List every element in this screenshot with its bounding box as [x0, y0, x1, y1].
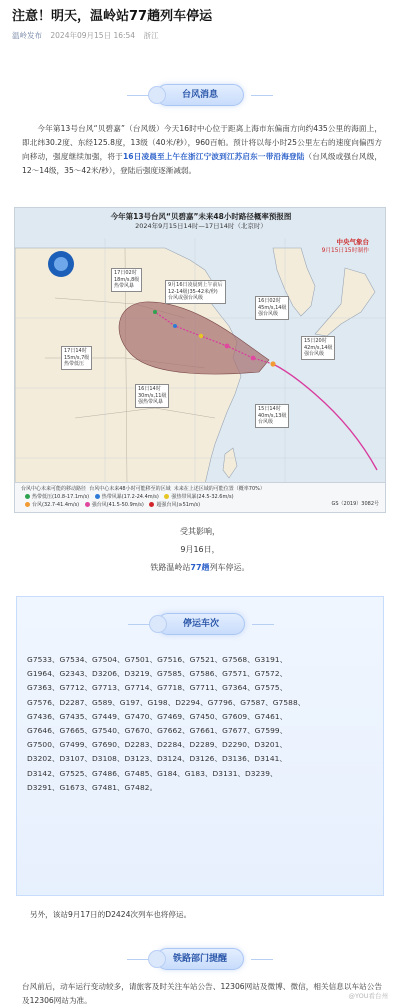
- label-17-02-time: 17日02时: [114, 270, 137, 276]
- label-15-14: [255, 404, 289, 428]
- map-gs-number: GS（2019）3082号: [331, 501, 379, 507]
- pill-ring-icon: [148, 950, 166, 968]
- pill-ring-icon: [148, 86, 166, 104]
- map-agency: [322, 238, 369, 256]
- label-16-14-speed: 30m/s,11级: [138, 392, 167, 399]
- map-legend: [15, 482, 386, 512]
- pill-line-left: [128, 624, 150, 625]
- label-landfall-time: 9月16日凌晨到上午前后: [168, 282, 223, 288]
- legend-td-dot-icon: [25, 494, 30, 499]
- pill-ring-icon: [149, 615, 167, 633]
- label-landfall-class: 台风或强台风级: [168, 295, 204, 301]
- legend-super: 超强台风(≥51m/s): [156, 502, 201, 508]
- label-16-02: [255, 296, 289, 320]
- notice-line-2: 9月16日，: [180, 545, 220, 554]
- watermark: @YOU看台州: [348, 992, 388, 1000]
- label-17-02: [111, 268, 142, 292]
- legend-ty: 台风(32.7-41.4m/s): [32, 502, 80, 508]
- label-16-02-speed: 45m/s,14级: [258, 304, 287, 311]
- rail-paragraph: 台风前后，动车运行变动较多，请旅客及时关注车站公告、12306网站及微博、微信，相关信息以车站公告及12306网站为准。: [22, 982, 382, 1005]
- legend-super-dot-icon: [149, 502, 154, 507]
- section-header-rail-label: 铁路部门提醒: [172, 954, 227, 964]
- legend-row-2: [21, 493, 381, 501]
- legend-sty: 强台风(41.5-50.9m/s): [91, 502, 144, 508]
- article-source[interactable]: 温岭发布: [12, 31, 42, 40]
- pill-line-left: [127, 959, 149, 960]
- label-17-14-class: 热带低压: [64, 361, 85, 367]
- label-17-14-time: 17日14时: [64, 348, 87, 354]
- point-17-14: [153, 310, 157, 314]
- train-row: G1964、G2343、D3206、D3219、G7585、G7586、G7571、G7572、: [27, 669, 288, 679]
- typhoon-text-b: （台风级或强台风级，12～14级，35～42米/秒），登陆后强度逐渐减弱。: [22, 152, 383, 175]
- map-agency-name: 中央气象台: [336, 238, 369, 246]
- map-subtitle: 2024年9月15日14时—17日14时（北京时）: [135, 222, 267, 230]
- train-list: [27, 653, 375, 795]
- label-15-20-class: 强台风级: [304, 351, 325, 357]
- train-row: G7533、G7534、G7504、G7501、G7516、G7521、G7568、G3191、: [27, 655, 288, 664]
- notice-line-3-a: 铁路温岭站: [150, 563, 191, 572]
- label-17-02-class: 热带风暴: [114, 283, 135, 289]
- label-17-14: [61, 346, 92, 370]
- notice-line-3-b: 列车停运。: [209, 563, 250, 572]
- typhoon-text-a: 今年第13号台风“贝碧嘉”（台风级）今天16时中心位于距离上海市东偏南方向约435公里的海面上，即北纬30.2度、东经125.8度，13级（40米/秒），960百帕。预计将以每小时25公里左右的速度向偏西方向移动，强度继续加强，将于: [22, 124, 382, 161]
- article-title: 注意！明天，温岭站77趟列车停运: [12, 9, 213, 24]
- extra-note: 另外，该站9月17日的D2424次列车也将停运。: [30, 910, 192, 919]
- legend-ts: 热带风暴(17.2-24.4m/s): [101, 494, 159, 500]
- pill-line-left: [127, 95, 149, 96]
- train-row: D3291、G1673、G7481、G7482。: [27, 782, 158, 792]
- train-row: D3142、G7525、G7486、G7485、G184、G183、D3131、D3239、: [27, 768, 278, 778]
- section-header-trains-label: 停运车次: [182, 619, 219, 629]
- pill-line-right: [251, 95, 273, 96]
- legend-sty-dot-icon: [85, 502, 90, 507]
- notice-line-1: 受其影响，: [180, 527, 220, 536]
- pill-line-right: [252, 624, 274, 625]
- notice-line-3-count: 77趟: [190, 563, 210, 572]
- point-16-02: [225, 344, 230, 349]
- label-16-14-time: 16日14时: [138, 386, 161, 392]
- train-row: G7576、D2287、G589、G197、G198、D2294、G7796、G7587、G7588、: [27, 697, 306, 707]
- legend-sts: 强热带风暴(24.5-32.6m/s): [171, 494, 234, 500]
- train-row: D3202、D3107、D3108、D3123、D3124、D3126、D3136、D3141、: [27, 754, 287, 764]
- article-meta: [12, 30, 388, 42]
- legend-cone: 台风中心未来48小时可能移至的区域: [89, 486, 171, 492]
- train-row: G7436、G7435、G7449、G7470、G7469、G7450、G7609、G7461、: [27, 711, 288, 721]
- label-16-02-class: 强台风级: [258, 311, 279, 317]
- point-15-20: [251, 356, 256, 361]
- section-header-rail: [156, 948, 244, 970]
- label-15-14-speed: 40m/s,13级: [258, 412, 287, 419]
- label-16-02-time: 16日02时: [258, 298, 281, 304]
- map-issued-time: 9月15日15时制作: [321, 248, 369, 254]
- label-17-02-speed: 18m/s,8级: [114, 276, 140, 283]
- legend-track: 台风中心未来可能的移动路径: [21, 486, 87, 492]
- label-15-14-time: 15日14时: [258, 406, 281, 412]
- label-16-14: [135, 384, 169, 408]
- legend-ts-dot-icon: [95, 494, 100, 499]
- label-16-14-class: 强热带风暴: [138, 399, 164, 405]
- suspended-trains-box: [16, 596, 384, 896]
- label-15-20-time: 15日20时: [304, 338, 327, 344]
- typhoon-forecast-map[interactable]: [14, 207, 386, 513]
- pill-line-right: [251, 959, 273, 960]
- train-row: G7646、G7665、G7540、G7670、G7662、G7661、G7677、G7599、: [27, 726, 288, 736]
- article-datetime: 2024年09月15日 16:54: [50, 31, 136, 40]
- section-header-typhoon-label: 台风消息: [181, 90, 218, 100]
- legend-ty-dot-icon: [25, 502, 30, 507]
- legend-td: 热带低压(10.8-17.1m/s): [32, 494, 90, 500]
- label-17-14-speed: 15m/s,7级: [64, 354, 90, 361]
- cma-logo-inner: [54, 257, 68, 271]
- article-location: 浙江: [143, 31, 159, 40]
- point-17-02: [173, 324, 177, 328]
- legend-probability: 未来在上述区域的可能位置（概率70%）: [173, 486, 265, 492]
- train-row: G7500、G7499、G7690、D2283、D2284、D2289、D2290、D3201、: [27, 740, 288, 750]
- point-16-14: [199, 334, 203, 338]
- map-title: 今年第13号台风“贝碧嘉”未来48小时路径概率预报图: [110, 212, 292, 221]
- typhoon-text-highlight: 16日凌晨至上午在浙江宁波到江苏启东一带沿海登陆: [122, 152, 305, 161]
- section-header-trains: [157, 613, 245, 635]
- train-row: G7363、G7712、G7713、G7714、G7718、G7711、G7364、G7575、: [27, 683, 288, 693]
- label-15-20: [301, 336, 335, 360]
- legend-row-3: [21, 501, 381, 509]
- point-15-14: [270, 361, 275, 366]
- legend-row-1: [21, 485, 381, 493]
- legend-sts-dot-icon: [164, 494, 169, 499]
- notice-line-3: [0, 560, 400, 576]
- section-header-typhoon: [156, 84, 244, 106]
- label-landfall-note: [165, 280, 226, 304]
- label-15-14-class: 台风级: [258, 419, 274, 425]
- label-landfall-speed: 12-14级(35-42米/秒): [168, 288, 218, 295]
- typhoon-paragraph: [22, 122, 382, 178]
- label-15-20-speed: 42m/s,14级: [304, 344, 333, 351]
